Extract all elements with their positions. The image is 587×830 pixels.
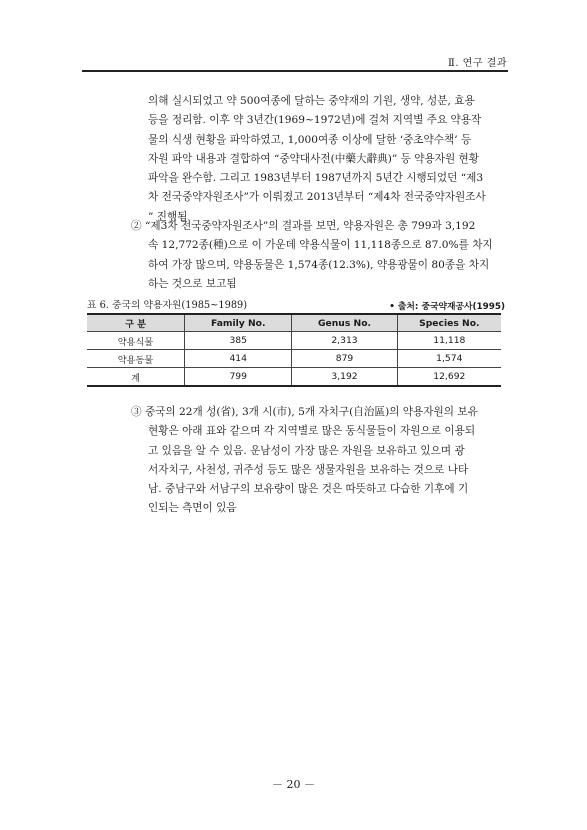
table-cell: 약용동물 — [87, 350, 185, 368]
table-cell: 799 — [185, 368, 292, 387]
text-line: ” 진행됨 — [148, 210, 188, 223]
paragraph-2 — [131, 217, 503, 294]
table-row — [87, 332, 501, 350]
table-cell: 12,692 — [397, 368, 501, 387]
text-line: ② “제3차 전국중약자원조사”의 결과를 보면, 약용자원은 총 799과 3,192 — [131, 220, 476, 232]
text-line: 등을 정리함. 이후 약 3년간(1969~1972년)에 걸쳐 지역별 주요 약용작 — [148, 114, 482, 127]
table-source: • 출처: 중국약재공사(1995) — [389, 302, 505, 312]
table-cell: 약용식물 — [87, 332, 185, 350]
table-cell: 3,192 — [292, 368, 397, 387]
text-line: 하여 가장 많으며, 약용동물은 1,574종(12.3%), 약용광물이 80종을 차지 — [148, 258, 490, 271]
text-line: 속 12,772종(種)으로 이 가운데 약용식물이 11,118종으로 87.0%를 차지 — [148, 239, 493, 252]
header-family: Family No. — [185, 314, 292, 332]
header-species: Species No. — [397, 314, 501, 332]
text-line: 서자치구, 사천성, 귀주성 등도 많은 생물자원을 보유하는 것으로 나타 — [148, 463, 469, 476]
table-header-row — [87, 314, 501, 332]
text-line: ③ 중국의 22개 성(省), 3개 시(市), 5개 자치구(自治區)의 약용자원의 보유 — [131, 406, 478, 418]
text-line: 파악을 완수함. 그리고 1983년부터 1987년까지 5년간 시행되었던 “제3 — [148, 172, 484, 185]
text-line: 현황은 아래 표와 같으며 각 지역별로 많은 동식물들이 자원으로 이용되 — [148, 425, 476, 438]
table-cell: 414 — [185, 350, 292, 368]
text-line: 남. 중남구와 서남구의 보유량이 많은 것은 따뜻하고 다습한 기후에 기 — [148, 483, 469, 496]
table-caption: 표 6. 중국의 약용자원(1985~1989) — [87, 300, 248, 311]
resources-table — [87, 313, 501, 387]
table-cell: 1,574 — [397, 350, 501, 368]
header-rule — [82, 70, 508, 72]
text-line: 자원 파악 내용과 결합하여 “중약대사전(中藥大辭典)” 등 약용자원 현황 — [148, 152, 480, 165]
header-category: 구 분 — [87, 314, 185, 332]
header-genus: Genus No. — [292, 314, 397, 332]
paragraph-3 — [131, 403, 503, 519]
text-line: 하는 것으로 보고됨 — [148, 277, 237, 290]
paragraph-1 — [148, 92, 503, 227]
text-line: 의해 실시되었고 약 500여종에 달하는 중약재의 기원, 생약, 성분, 효용 — [148, 95, 475, 107]
text-line: 고 있음을 알 수 있음. 운남성이 가장 많은 자원을 보유하고 있으며 광 — [148, 444, 465, 457]
table-row — [87, 350, 501, 368]
table-cell: 2,313 — [292, 332, 397, 350]
text-line: 물의 식생 현황을 파악하였고, 1,000여종 이상에 달한 ‘중초약수책’ 등 — [148, 133, 472, 146]
running-head: Ⅱ. 연구 결과 — [448, 58, 507, 69]
table-row — [87, 368, 501, 387]
text-line: 인되는 측면이 있음 — [148, 502, 237, 515]
table-cell: 879 — [292, 350, 397, 368]
table-cell: 11,118 — [397, 332, 501, 350]
page-number: － 20 － — [272, 778, 315, 791]
table-cell: 385 — [185, 332, 292, 350]
text-line: 차 전국중약자원조사”가 이뤄졌고 2013년부터 “제4차 전국중약자원조사 — [148, 191, 486, 204]
table-cell: 계 — [87, 368, 185, 387]
